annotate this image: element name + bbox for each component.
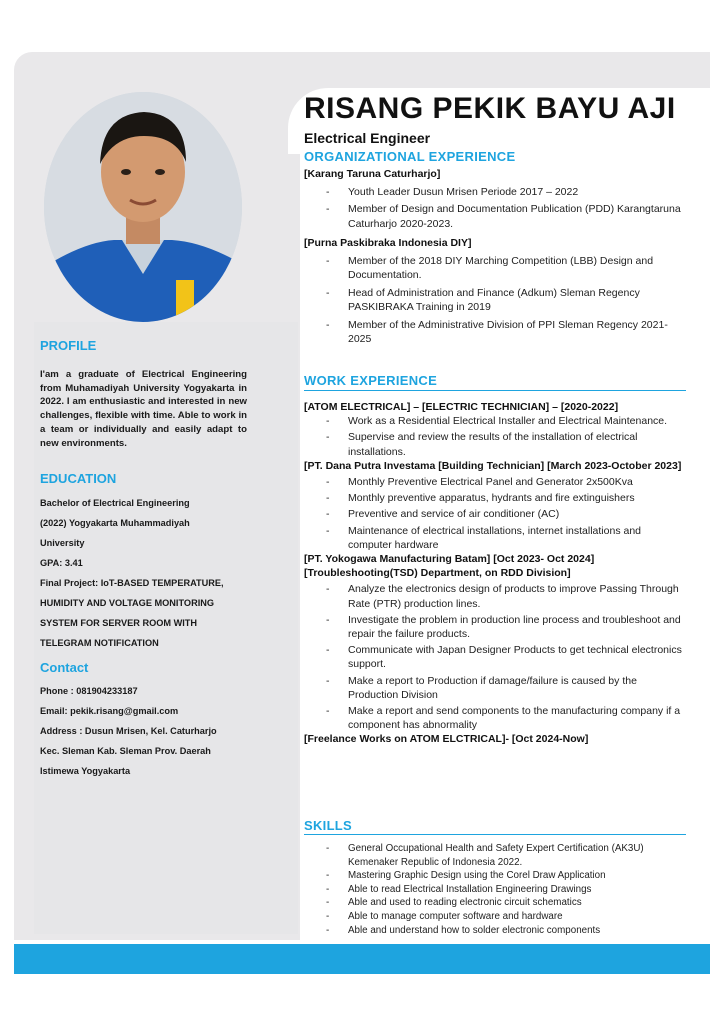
skills-heading: SKILLS (304, 818, 353, 833)
education-line: GPA: 3.41 (40, 558, 83, 568)
organizational-experience-list (304, 167, 684, 347)
address-line: Address : Dusun Mrisen, Kel. Caturharjo (40, 726, 217, 736)
job-title-line: [PT. Dana Putra Investama [Building Technician] [March 2023-October 2023] (304, 459, 682, 472)
list-item: - Supervise and review the results of the installation of electrical installations. (304, 430, 684, 458)
profile-photo (44, 92, 242, 322)
list-item: - Analyze the electronics design of products to improve Passing Through Rate (PTR) production lines. (304, 582, 684, 610)
education-line: HUMIDITY AND VOLTAGE MONITORING (40, 598, 215, 608)
education-line: Bachelor of Electrical Engineering (40, 498, 190, 508)
list-item: - Head of Administration and Finance (Adkum) Sleman Regency PASKIBRAKA Training in 2019 (304, 286, 684, 315)
list-item: - Able and used to reading electronic circuit schematics (304, 896, 684, 910)
email-line: Email: pekik.risang@gmail.com (40, 706, 179, 716)
list-item: - Able to manage computer software and hardware (304, 910, 684, 924)
education-line: Final Project: IoT-BASED TEMPERATURE, (40, 578, 224, 588)
org-name: [Karang Taruna Caturharjo] (304, 168, 441, 180)
list-item: - Able and understand how to solder electronic components (304, 924, 684, 938)
education-list (40, 493, 270, 653)
list-item: - General Occupational Health and Safety Expert Certification (AK3U) Kemenaker Republic of Indonesia 2022. (304, 842, 684, 869)
education-line: SYSTEM FOR SERVER ROOM WITH (40, 618, 198, 628)
profile-text: I'am a graduate of Electrical Engineering from Muhamadiyah University Yogyakarta in 2022. I am enthusiastic and interested in new challenges, flexible with time. Able to work in a team or individually and easily adapt to new environments. (40, 369, 247, 449)
profile-heading: PROFILE (40, 338, 97, 353)
contact-list (40, 681, 270, 781)
list-item: - Member of the 2018 DIY Marching Competition (LBB) Design and Documentation. (304, 254, 684, 283)
work-experience-list (304, 400, 684, 747)
list-item: - Mastering Graphic Design using the Corel Draw Application (304, 869, 684, 883)
address-line: Istimewa Yogyakarta (40, 766, 131, 776)
list-item: - Investigate the problem in production line process and troubleshoot and repair the failure products. (304, 613, 684, 641)
list-item: - Preventive and service of air conditioner (AC) (304, 507, 684, 521)
organizational-experience-heading: ORGANIZATIONAL EXPERIENCE (304, 149, 516, 164)
contact-heading: Contact (40, 660, 89, 675)
work-experience-heading: WORK EXPERIENCE (304, 373, 438, 388)
education-line: (2022) Yogyakarta Muhammadiyah (40, 518, 190, 528)
footer-bar (14, 944, 710, 974)
education-line: TELEGRAM NOTIFICATION (40, 638, 159, 648)
education-heading: EDUCATION (40, 471, 117, 486)
job-title: Electrical Engineer (304, 130, 431, 146)
list-item: - Member of the Administrative Division of PPI Sleman Regency 2021-2025 (304, 318, 684, 347)
list-item: - Able to read Electrical Installation Engineering Drawings (304, 883, 684, 897)
list-item: - Make a report to Production if damage/failure is caused by the Production Division (304, 674, 684, 702)
job-title-line: [ATOM ELECTRICAL] – [ELECTRIC TECHNICIAN] – [2020-2022] (304, 401, 619, 413)
skills-list (304, 842, 684, 937)
address-line: Kec. Sleman Kab. Sleman Prov. Daerah (40, 746, 211, 756)
skills-rule (304, 834, 686, 835)
job-title-line: [Freelance Works on ATOM ELCTRICAL]- [Oct 2024-Now] (304, 733, 589, 746)
list-item: - Member of Design and Documentation Publication (PDD) Karangtaruna Caturharjo 2020-2023. (304, 202, 684, 231)
list-item: - Work as a Residential Electrical Installer and Electrical Maintenance. (304, 414, 684, 428)
list-item: - Monthly Preventive Electrical Panel and Generator 2x500Kva (304, 475, 684, 489)
list-item: - Youth Leader Dusun Mrisen Periode 2017 – 2022 (304, 185, 684, 200)
list-item: - Make a report and send components to the manufacturing company if a component has abnormality (304, 704, 684, 732)
phone-line: Phone : 081904233187 (40, 686, 138, 696)
job-title-line: [PT. Yokogawa Manufacturing Batam] [Oct 2023- Oct 2024] [Troubleshooting(TSD) Department, on RDD Division] (304, 553, 595, 580)
candidate-name: RISANG PEKIK BAYU AJI (304, 92, 676, 125)
list-item: - Maintenance of electrical installations, internet installations and computer hardware (304, 524, 684, 552)
list-item: - Monthly preventive apparatus, hydrants and fire extinguishers (304, 491, 684, 505)
list-item: - Communicate with Japan Designer Products to get technical electronics support. (304, 643, 684, 671)
work-experience-rule (304, 390, 686, 391)
org-name: [Purna Paskibraka Indonesia DIY] (304, 237, 472, 249)
education-line: University (40, 538, 85, 548)
